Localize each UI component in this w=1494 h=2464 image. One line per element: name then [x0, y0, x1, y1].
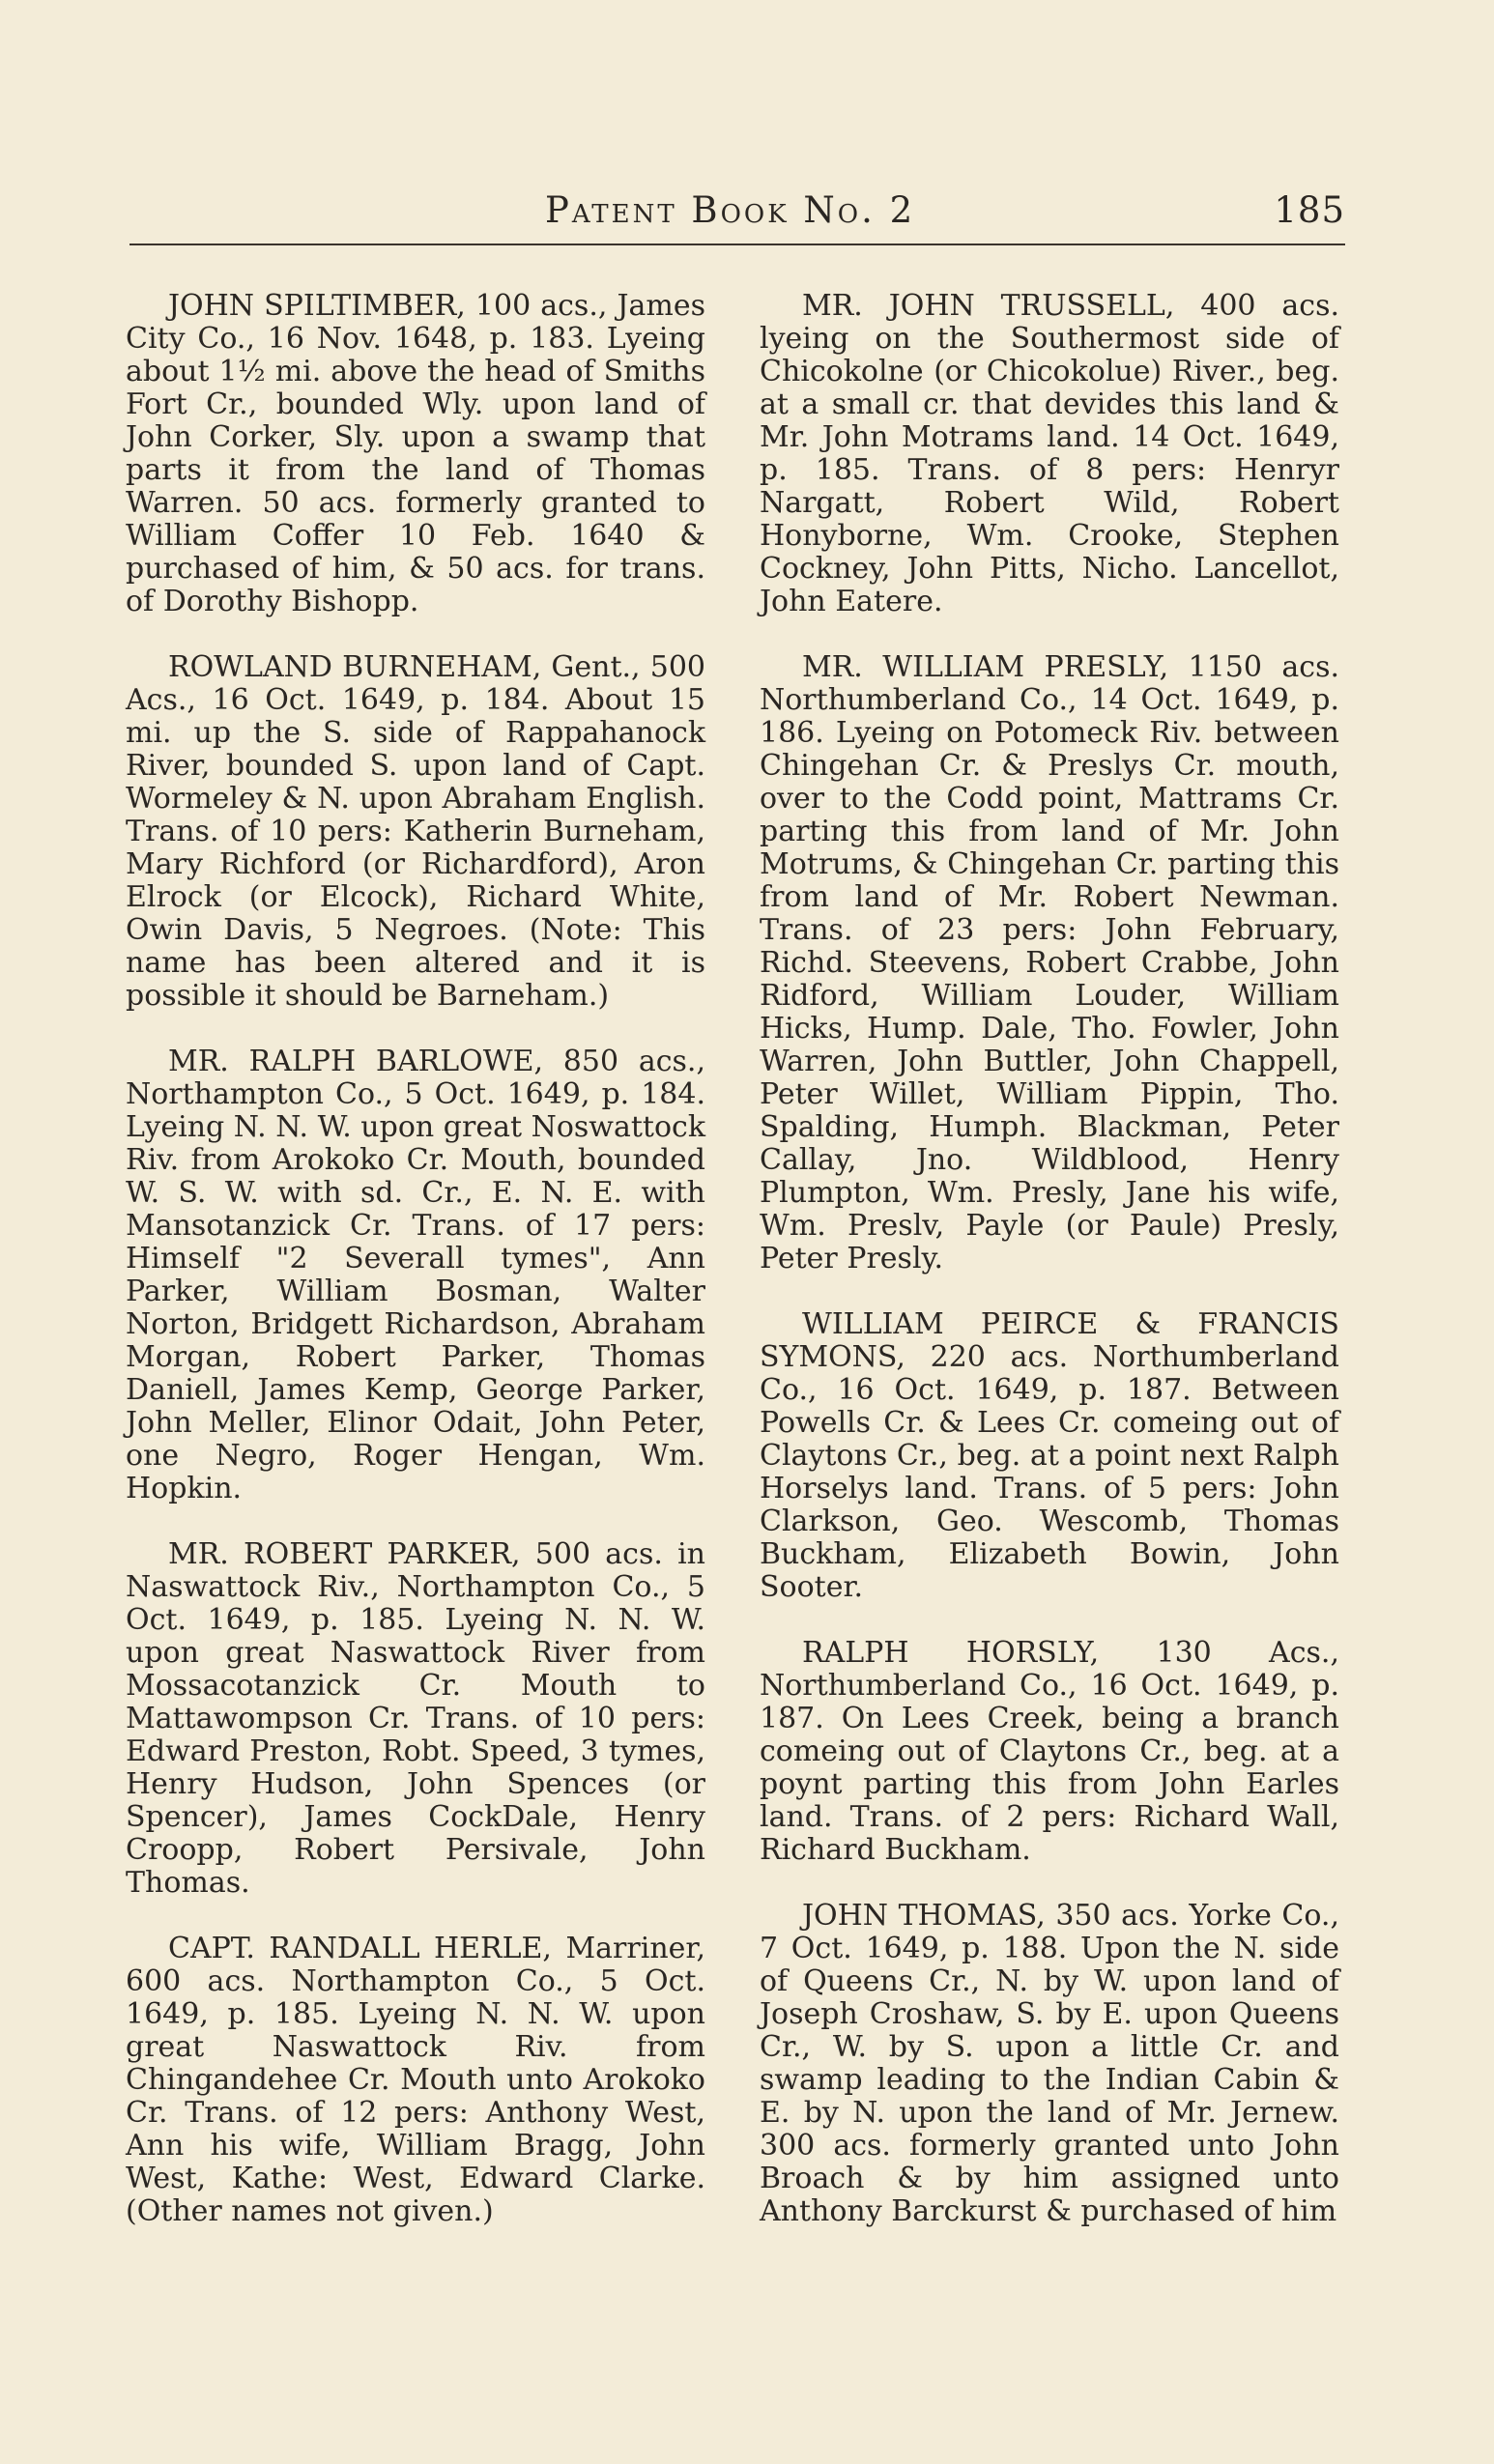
patent-entry: CAPT. RANDALL HERLE, Marriner, 600 acs. Northampton Co., 5 Oct. 1649, p. 185. Lyeing N. N. W. upon great Naswattock Riv. from Chingandehee Cr. Mouth unto Arokoko Cr. Trans. of 12 pers: Anthony West, Ann his wife, William Bragg, John West, Kathe: West, Edward Clarke. (Other names not given.) — [126, 1932, 705, 2228]
patent-entry: MR. ROBERT PARKER, 500 acs. in Naswattock Riv., Northampton Co., 5 Oct. 1649, p. 185. Lyeing N. N. W. upon great Naswattock River from Mossacotanzick Cr. Mouth to Mattawompson Cr. Trans. of 10 pers: Edward Preston, Robt. Speed, 3 tymes, Henry Hudson, John Spences (or Spencer), James CockDale, Henry Croopp, Robert Persivale, John Thomas. — [126, 1537, 705, 1900]
patent-entry: MR. JOHN TRUSSELL, 400 acs. lyeing on the Southermost side of Chicokolne (or Chicokolue) River., beg. at a small cr. that devides this land & Mr. John Motrams land. 14 Oct. 1649, p. 185. Trans. of 8 pers: Henryr Nargatt, Robert Wild, Robert Honyborne, Wm. Crooke, Stephen Cockney, John Pitts, Nicho. Lancellot, John Eatere. — [760, 289, 1339, 618]
page-number: 185 — [1274, 189, 1345, 231]
page-header — [129, 189, 1345, 245]
patent-entry: JOHN SPILTIMBER, 100 acs., James City Co., 16 Nov. 1648, p. 183. Lyeing about 1½ mi. above the head of Smiths Fort Cr., bounded Wly. upon land of John Corker, Sly. upon a swamp that parts it from the land of Thomas Warren. 50 acs. formerly granted to William Coffer 10 Feb. 1640 & purchased of him, & 50 acs. for trans. of Dorothy Bishopp. — [126, 289, 705, 618]
left-column — [126, 290, 705, 2261]
patent-entry: WILLIAM PEIRCE & FRANCIS SYMONS, 220 acs. Northumberland Co., 16 Oct. 1649, p. 187. Between Powells Cr. & Lees Cr. comeing out of Claytons Cr., beg. at a point next Ralph Horselys land. Trans. of 5 pers: John Clarkson, Geo. Wescomb, Thomas Buckham, Elizabeth Bowin, John Sooter. — [760, 1307, 1339, 1604]
right-column — [760, 290, 1339, 2261]
patent-entry: MR. RALPH BARLOWE, 850 acs., Northampton Co., 5 Oct. 1649, p. 184. Lyeing N. N. W. upon great Noswattock Riv. from Arokoko Cr. Mouth, bounded W. S. W. with sd. Cr., E. N. E. with Mansotanzick Cr. Trans. of 17 pers: Himself "2 Severall tymes", Ann Parker, William Bosman, Walter Norton, Bridgett Richardson, Abraham Morgan, Robert Parker, Thomas Daniell, James Kemp, George Parker, John Meller, Elinor Odait, John Peter, one Negro, Roger Hengan, Wm. Hopkin. — [126, 1045, 705, 1505]
patent-entry: JOHN THOMAS, 350 acs. Yorke Co., 7 Oct. 1649, p. 188. Upon the N. side of Queens Cr., N. by W. upon land of Joseph Croshaw, S. by E. upon Queens Cr., W. by S. upon a little Cr. and swamp leading to the Indian Cabin & E. by N. upon the land of Mr. Jernew. 300 acs. formerly granted unto John Broach & by him assigned unto Anthony Barckurst & purchased of him — [760, 1899, 1339, 2228]
patent-entry: ROWLAND BURNEHAM, Gent., 500 Acs., 16 Oct. 1649, p. 184. About 15 mi. up the S. side of Rappahanock River, bounded S. upon land of Capt. Wormeley & N. upon Abraham English. Trans. of 10 pers: Katherin Burneham, Mary Richford (or Richardford), Aron Elrock (or Elcock), Richard White, Owin Davis, 5 Negroes. (Note: This name has been altered and it is possible it should be Barneham.) — [126, 650, 705, 1013]
patent-entry: RALPH HORSLY, 130 Acs., Northumberland Co., 16 Oct. 1649, p. 187. On Lees Creek, being a branch comeing out of Claytons Cr., beg. at a poynt parting this from John Earles land. Trans. of 2 pers: Richard Wall, Richard Buckham. — [760, 1636, 1339, 1867]
running-head: Patent Book No. 2 — [545, 189, 916, 231]
patent-entry: MR. WILLIAM PRESLY, 1150 acs. Northumberland Co., 14 Oct. 1649, p. 186. Lyeing on Potomeck Riv. between Chingehan Cr. & Preslys Cr. mouth, over to the Codd point, Mattrams Cr. parting this from land of Mr. John Motrums, & Chingehan Cr. parting this from land of Mr. Robert Newman. Trans. of 23 pers: John February, Richd. Steevens, Robert Crabbe, John Ridford, William Louder, William Hicks, Hump. Dale, Tho. Fowler, John Warren, John Buttler, John Chappell, Peter Willet, William Pippin, Tho. Spalding, Humph. Blackman, Peter Callay, Jno. Wildblood, Henry Plumpton, Wm. Presly, Jane his wife, Wm. Preslv, Payle (or Paule) Presly, Peter Presly. — [760, 650, 1339, 1275]
